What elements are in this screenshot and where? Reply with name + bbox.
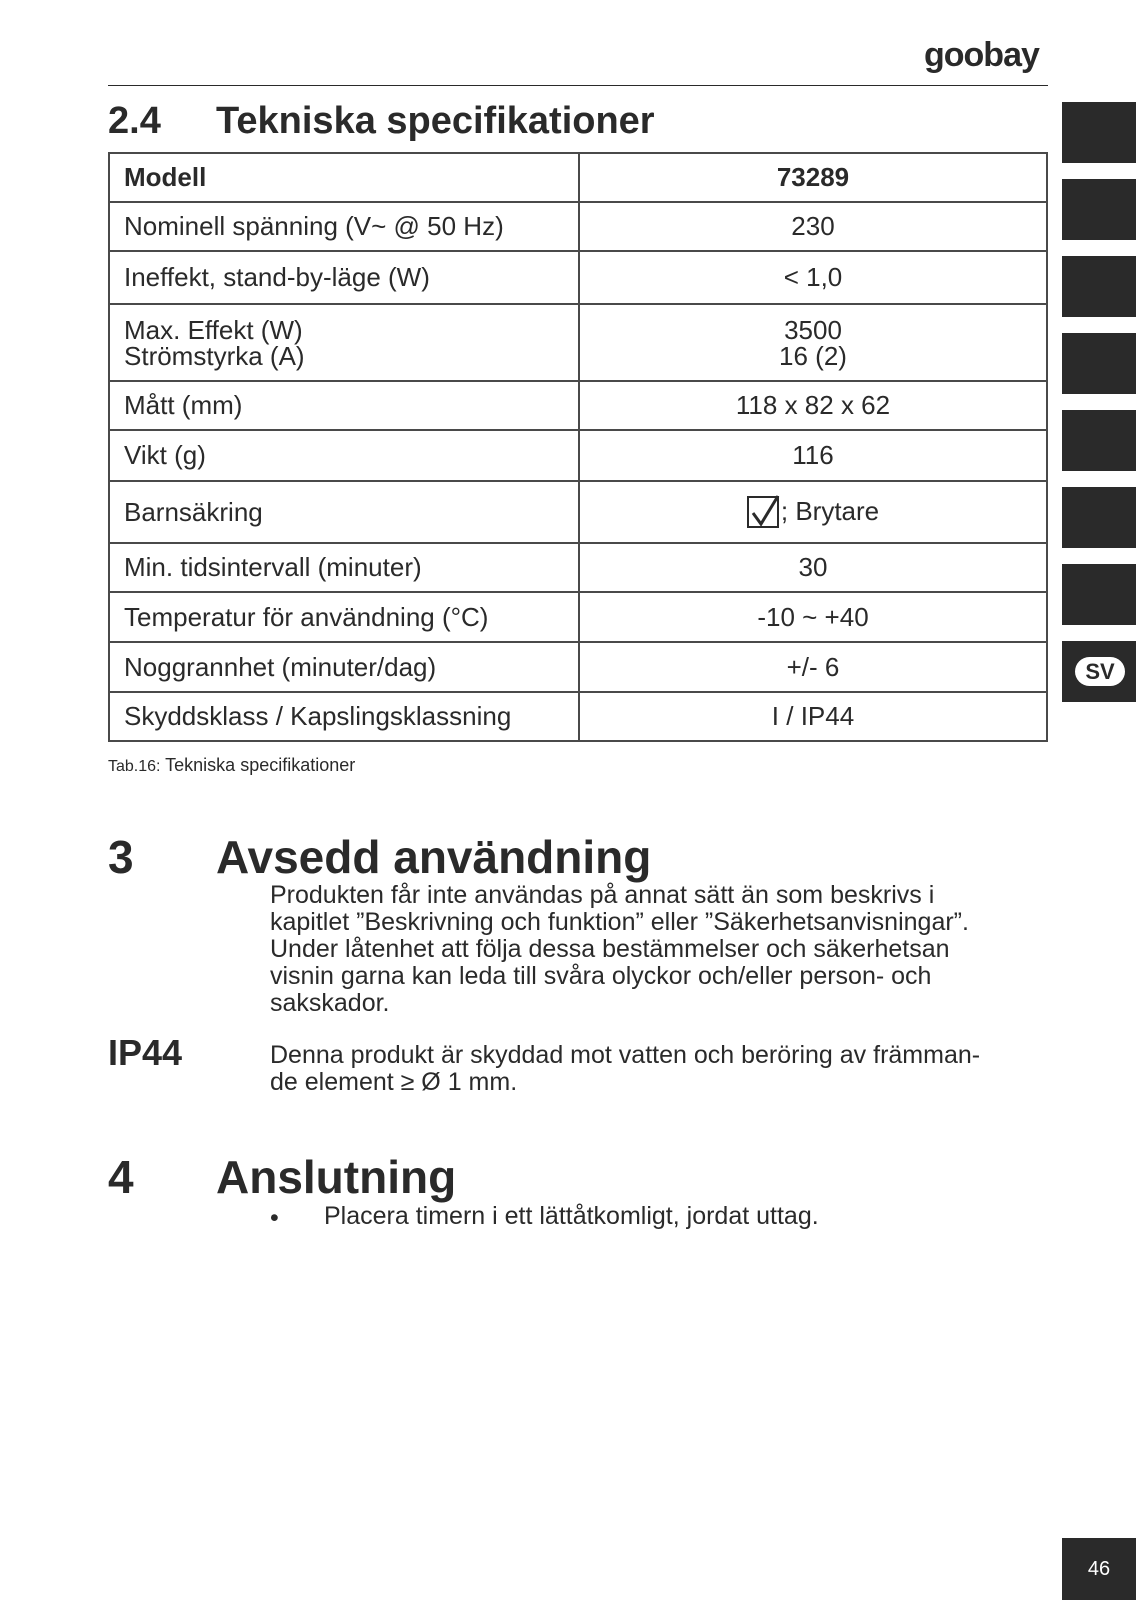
spec-label: Barnsäkring bbox=[109, 481, 579, 543]
spec-value: < 1,0 bbox=[579, 251, 1047, 304]
connection-instruction: Placera timern i ett lättåtkomligt, jordat uttag. bbox=[324, 1202, 819, 1230]
paragraph-line: de element ≥ Ø 1 mm. bbox=[270, 1068, 518, 1096]
language-tab bbox=[1062, 410, 1136, 471]
spec-value-line: 16 (2) bbox=[779, 340, 847, 371]
ip44-label: IP44 bbox=[108, 1032, 183, 1073]
table-row bbox=[109, 543, 1047, 592]
spec-value: 118 x 82 x 62 bbox=[579, 381, 1047, 430]
table-row bbox=[109, 202, 1047, 251]
spec-label: Mått (mm) bbox=[109, 381, 579, 430]
spec-value: 73289 bbox=[579, 153, 1047, 202]
section-3-number: 3 bbox=[108, 831, 134, 883]
paragraph-line: kapitlet ”Beskrivning och funktion” eller ”Säkerhetsanvisningar”. bbox=[270, 908, 969, 936]
spec-label: Nominell spänning (V~ @ 50 Hz) bbox=[109, 202, 579, 251]
spec-value: +/- 6 bbox=[579, 642, 1047, 692]
header-rule bbox=[108, 85, 1048, 86]
spec-value: 116 bbox=[579, 430, 1047, 481]
spec-value: I / IP44 bbox=[579, 692, 1047, 741]
spec-label: Temperatur för användning (°C) bbox=[109, 592, 579, 642]
paragraph-line: visnin garna kan leda till svåra olyckor och/eller person- och bbox=[270, 962, 932, 990]
table-row bbox=[109, 592, 1047, 642]
intended-use-paragraph bbox=[270, 882, 1050, 1017]
spec-value bbox=[579, 304, 1047, 381]
table-caption-number: Tab.16: bbox=[108, 758, 161, 775]
section-3-title: Avsedd användning bbox=[216, 831, 652, 883]
table-caption-text: Tekniska specifikationer bbox=[160, 755, 356, 775]
language-tabs bbox=[1062, 102, 1136, 718]
language-tab bbox=[1062, 179, 1136, 240]
spec-value bbox=[579, 481, 1047, 543]
ip44-paragraph bbox=[270, 1042, 1050, 1096]
spec-value: 30 bbox=[579, 543, 1047, 592]
spec-label bbox=[109, 304, 579, 381]
spec-label: Vikt (g) bbox=[109, 430, 579, 481]
spec-label: Ineffekt, stand-by-läge (W) bbox=[109, 251, 579, 304]
child-lock-type: ; Brytare bbox=[780, 496, 880, 526]
spec-label: Noggrannhet (minuter/dag) bbox=[109, 642, 579, 692]
paragraph-line: Denna produkt är skyddad mot vatten och beröring av främman- bbox=[270, 1041, 981, 1069]
table-caption bbox=[108, 755, 355, 776]
spec-label: Skyddsklass / Kapslingsklassning bbox=[109, 692, 579, 741]
language-label-sv: SV bbox=[1075, 657, 1125, 686]
table-row bbox=[109, 251, 1047, 304]
language-tab bbox=[1062, 487, 1136, 548]
language-tab bbox=[1062, 102, 1136, 163]
spec-value: -10 ~ +40 bbox=[579, 592, 1047, 642]
page-number: 46 bbox=[1062, 1538, 1136, 1600]
bullet-icon: • bbox=[270, 1204, 279, 1232]
spec-label: Min. tidsintervall (minuter) bbox=[109, 543, 579, 592]
checkbox-checked-icon bbox=[747, 496, 779, 528]
table-row bbox=[109, 304, 1047, 381]
table-row bbox=[109, 430, 1047, 481]
paragraph-line: Produkten får inte användas på annat sätt än som beskrivs i bbox=[270, 881, 935, 909]
spec-table bbox=[108, 152, 1048, 742]
spec-label-line: Max. Effekt (W) bbox=[124, 314, 303, 345]
spec-label: Modell bbox=[109, 153, 579, 202]
language-tab bbox=[1062, 564, 1136, 625]
language-tab bbox=[1062, 256, 1136, 317]
goobay-logo bbox=[924, 36, 1039, 76]
paragraph-line: sakskador. bbox=[270, 989, 390, 1017]
section-4-number: 4 bbox=[108, 1151, 134, 1203]
table-row bbox=[109, 481, 1047, 543]
language-tab bbox=[1062, 333, 1136, 394]
table-row bbox=[109, 381, 1047, 430]
table-row bbox=[109, 642, 1047, 692]
spec-value: 230 bbox=[579, 202, 1047, 251]
language-tab-sv bbox=[1062, 641, 1136, 702]
table-row bbox=[109, 692, 1047, 741]
spec-label-line: Strömstyrka (A) bbox=[124, 340, 305, 371]
logo-text: goobay bbox=[924, 36, 1039, 74]
paragraph-line: Under låtenhet att följa dessa bestämmelser och säkerhetsan bbox=[270, 935, 950, 963]
section-2-4-number: 2.4 bbox=[108, 100, 161, 142]
spec-value-line: 3500 bbox=[784, 314, 842, 345]
table-row bbox=[109, 153, 1047, 202]
section-4-title: Anslutning bbox=[216, 1151, 457, 1203]
section-2-4-title: Tekniska specifikationer bbox=[216, 100, 655, 142]
